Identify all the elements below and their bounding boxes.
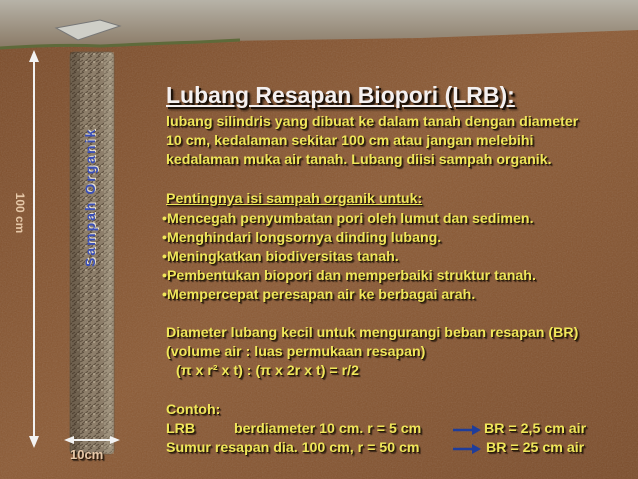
diameter-line-1: Diameter lubang kecil untuk mengurangi beban resapan (BR): [166, 325, 579, 341]
importance-item-3: •Meningkatkan biodiversitas tanah.: [162, 249, 399, 265]
diameter-formula: (π x r² x t) : (π x 2r x t) = r/2: [176, 363, 359, 379]
column-label: Sampah Organik: [82, 127, 98, 267]
importance-heading: Pentingnya isi sampah organik untuk:: [166, 191, 423, 207]
example-row-2-left: Sumur resapan dia. 100 cm, r = 50 cm: [166, 440, 420, 456]
intro-line-1: lubang silindris yang dibuat ke dalam tanah dengan diameter: [166, 114, 579, 130]
width-label: 10cm: [70, 447, 104, 462]
example-row-2-result: BR = 25 cm air: [486, 440, 585, 456]
intro-line-2: 10 cm, kedalaman sekitar 100 cm atau jangan melebihi: [166, 133, 534, 149]
importance-item-2: •Menghindari longsornya dinding lubang.: [162, 230, 442, 246]
example-heading: Contoh:: [166, 402, 221, 418]
slide-title: Lubang Resapan Biopori (LRB):: [166, 82, 515, 108]
importance-item-4: •Pembentukan biopori dan memperbaiki struktur tanah.: [162, 268, 536, 284]
hole-highlight: [104, 52, 114, 454]
depth-label: 100 cm: [13, 192, 27, 234]
example-row-1-middle: berdiameter 10 cm. r = 5 cm: [234, 421, 422, 437]
example-row-1-left: LRB: [166, 421, 196, 437]
diameter-line-2: (volume air : luas permukaan resapan): [166, 344, 426, 360]
hole-shade: [70, 52, 80, 454]
arrow-right-icon: [452, 424, 482, 436]
importance-item-5: •Mempercepat peresapan air ke berbagai arah.: [162, 287, 476, 303]
example-row-1-result: BR = 2,5 cm air: [484, 421, 587, 437]
intro-line-3: kedalaman muka air tanah. Lubang diisi sampah organik.: [166, 152, 552, 168]
arrow-right-icon: [452, 443, 482, 455]
importance-item-1: •Mencegah penyumbatan pori oleh lumut dan sedimen.: [162, 211, 534, 227]
